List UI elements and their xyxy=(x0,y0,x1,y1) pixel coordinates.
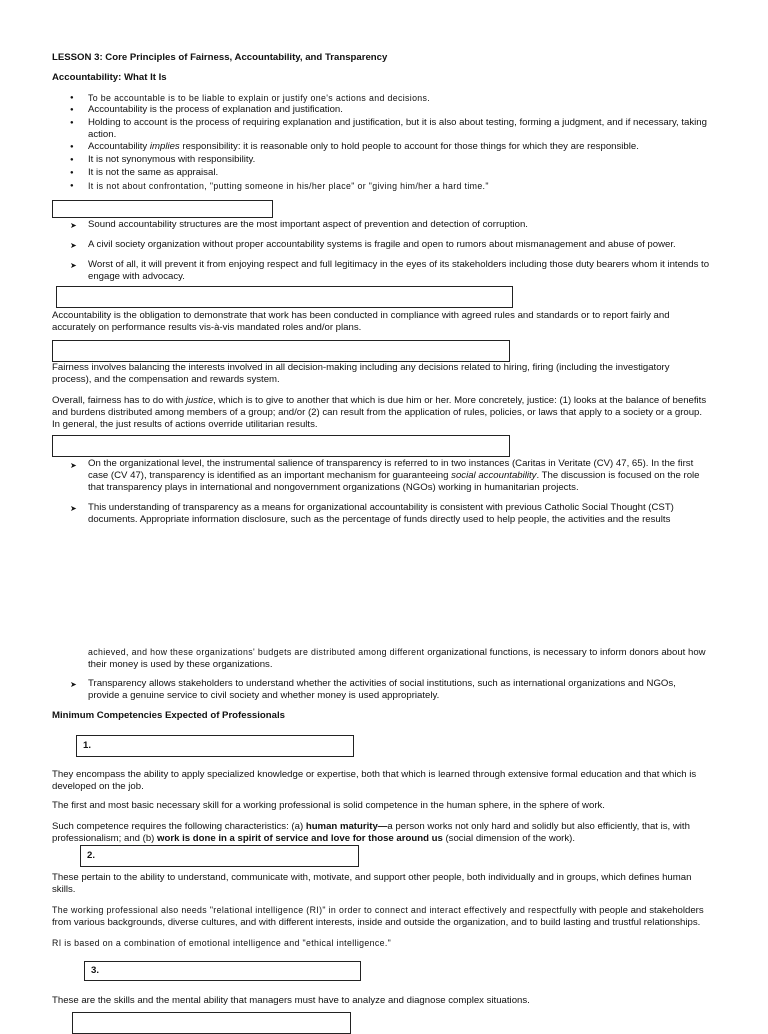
blank-answer-box[interactable] xyxy=(52,435,510,457)
justice-paragraph: Overall, fairness has to do with justice, which is to give to another that which is due him or her. More concretely, justice: (1) looks at the balance of benefits and burdens distributed among members of a group; and/or (2) can result from the application of rules, policies, or laws that apply to a society or a group. In general, the just results of actions override utilitarian results. xyxy=(52,395,707,430)
bullet-icon: ● xyxy=(70,107,74,113)
competence-characteristics: Such competence requires the following characteristics: (a) human maturity—a person works not only hard and solidly but also efficiently, that is, with professionalism; and (b) work is done in a spirit of service and love for those around us (social dimension of the work). xyxy=(52,821,690,844)
box-number: 1. xyxy=(83,740,92,751)
conceptual-skills-paragraph: These are the skills and the mental ability that managers must have to analyze and diagnose complex situations. xyxy=(52,995,530,1006)
bullet-icon: ● xyxy=(70,183,74,189)
ri-basis-paragraph: RI is based on a combination of emotional intelligence and "ethical intelligence." xyxy=(52,938,392,948)
arrow-bullet-icon: ➤ xyxy=(70,241,77,250)
box-number: 3. xyxy=(91,965,100,976)
arrow-item: This understanding of transparency as a means for organizational accountability is consistent with previous Catholic Social Thought (CST) documents. Appropriate information disclosure, such as the percentage of funds directly used to help people, the activities and the results xyxy=(88,502,674,525)
accountability-definition: Accountability is the obligation to demonstrate that work has been conducted in compliance with agreed rules and standards or to report fairly and accurately on performance results vis-à-vis mandated roles and/or plans. xyxy=(52,310,670,333)
numbered-answer-box[interactable] xyxy=(80,845,359,867)
bullet-icon: ● xyxy=(70,144,74,150)
numbered-answer-box[interactable] xyxy=(76,735,354,757)
relational-intelligence-paragraph: The working professional also needs "relational intelligence (RI)" in order to connect and interact effectively and respectfully with people and stakeholders from various backgrounds, diverse cultures, and with different interests, inside and outside the organization, and to build lasting and trustful relationships. xyxy=(52,905,704,928)
bullet-icon: ● xyxy=(70,170,74,176)
arrow-bullet-icon: ➤ xyxy=(70,504,77,513)
blank-answer-box[interactable] xyxy=(52,340,510,362)
arrow-item-continuation: achieved, and how these organizations' budgets are distributed among different organizational functions, is necessary to inform donors about how their money is used by these organizations. xyxy=(88,647,706,670)
list-item-continuation: action. xyxy=(88,129,117,140)
numbered-answer-box[interactable] xyxy=(72,1012,351,1034)
human-sphere-paragraph: The first and most basic necessary skill for a working professional is solid competence in the human sphere, in the sphere of work. xyxy=(52,800,605,811)
accountability-heading: Accountability: What It Is xyxy=(52,72,167,83)
box-number: 2. xyxy=(87,850,96,861)
arrow-item: A civil society organization without proper accountability systems is fragile and open to rumors about mismanagement and abuse of power. xyxy=(88,239,676,250)
competencies-heading: Minimum Competencies Expected of Professionals xyxy=(52,710,285,721)
arrow-bullet-icon: ➤ xyxy=(70,261,77,270)
fairness-paragraph: Fairness involves balancing the interests involved in all decision-making including any decisions related to hiring, firing (including the investigatory process), and the compensation and rewards system. xyxy=(52,362,670,385)
blank-answer-box[interactable] xyxy=(56,286,513,308)
arrow-bullet-icon: ➤ xyxy=(70,680,77,689)
bullet-icon: ● xyxy=(70,120,74,126)
bullet-icon: ● xyxy=(70,95,74,101)
blank-answer-box[interactable] xyxy=(52,200,273,218)
arrow-item: Sound accountability structures are the most important aspect of prevention and detection of corruption. xyxy=(88,219,528,230)
arrow-bullet-icon: ➤ xyxy=(70,221,77,230)
lesson-title: LESSON 3: Core Principles of Fairness, Accountability, and Transparency xyxy=(52,52,388,63)
arrow-item: Worst of all, it will prevent it from enjoying respect and full legitimacy in the eyes of its stakeholders including those duty bearers whom it intends to xyxy=(88,259,710,270)
numbered-answer-box[interactable] xyxy=(84,961,361,981)
arrow-item: Transparency allows stakeholders to understand whether the activities of social institutions, such as international organizations and NGOs, provide a genuine service to civil society and whether money is used appropriately. xyxy=(88,678,676,701)
technical-skills-paragraph: They encompass the ability to apply specialized knowledge or expertise, both that which is learned through extensive formal education and that which is developed on the job. xyxy=(52,769,697,792)
arrow-item: On the organizational level, the instrumental salience of transparency is referred to in two instances (Caritas in Veritate (CV) 47, 65). In the first case (CV 47), transparency is identified as an important mechanism for guaranteeing social accountability. The discussion is focused on the role that transparency plays in international and nongovernment organizations (NGOs) working in humanitarian projects. xyxy=(88,458,700,493)
arrow-item-continuation: engage with advocacy. xyxy=(88,271,185,282)
arrow-bullet-icon: ➤ xyxy=(70,461,77,470)
bullet-icon: ● xyxy=(70,157,74,163)
human-skills-paragraph: These pertain to the ability to understand, communicate with, motivate, and support other people, both individually and in groups, which defines human skills. xyxy=(52,872,692,895)
